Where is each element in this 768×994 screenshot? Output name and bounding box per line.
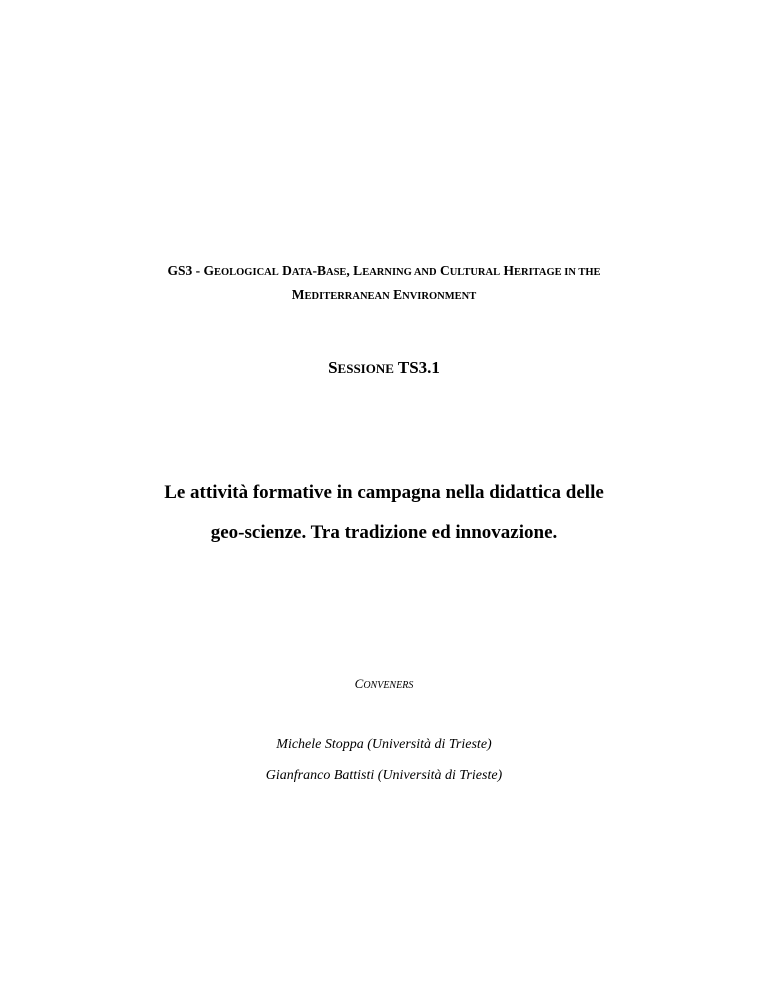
gs-heading-line-1: GS3 - GEOLOGICAL DATA-BASE, LEARNING AND CULTURAL HERITAGE IN THE xyxy=(167,263,601,278)
session-label: SESSIONE xyxy=(328,358,394,377)
convener-name: Gianfranco Battisti (Università di Trieste) xyxy=(265,768,503,783)
conveners-label: CONVENERS xyxy=(354,676,414,691)
session-code: TS3.1 xyxy=(397,358,440,377)
gs-heading xyxy=(0,260,768,308)
convener-name: Michele Stoppa (Università di Trieste) xyxy=(276,737,492,752)
session-title-line-2: geo-scienze. Tra tradizione ed innovazione. xyxy=(210,522,558,543)
session-heading xyxy=(0,356,768,381)
session-title-line-1: Le attività formative in campagna nella didattica delle xyxy=(164,482,604,503)
session-title xyxy=(0,473,768,553)
gs-heading-line-2: MEDITERRANEAN ENVIRONMENT xyxy=(291,287,477,302)
